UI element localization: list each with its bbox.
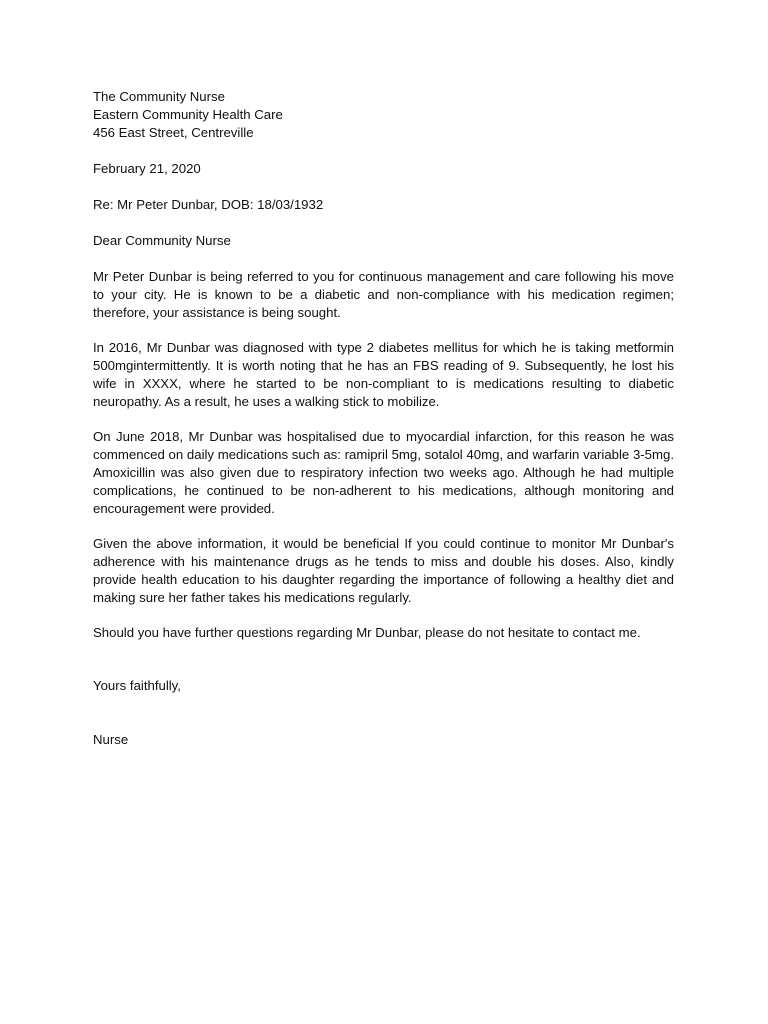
recipient-name: The Community Nurse — [93, 89, 225, 104]
letter-page — [93, 88, 674, 767]
spacer — [93, 713, 674, 731]
letter-salutation: Dear Community Nurse — [93, 233, 231, 248]
letter-date: February 21, 2020 — [93, 161, 201, 176]
body-paragraph-1: Mr Peter Dunbar is being referred to you for continuous management and care following his move to your city. He is known to be a diabetic and non-compliance with his medication regimen; therefore, your assistance is being sought. — [93, 269, 674, 320]
recipient-organization: Eastern Community Health Care — [93, 107, 283, 122]
spacer — [93, 659, 674, 677]
body-paragraph-4: Given the above information, it would be beneficial If you could continue to monitor Mr Dunbar's adherence with his maintenance drugs as he tends to miss and double his doses. Also, kindly provide health education to his daughter regarding the importance of following a healthy diet and making sure her father takes his medications regularly. — [93, 536, 674, 605]
recipient-address: 456 East Street, Centreville — [93, 125, 254, 140]
letter-subject: Re: Mr Peter Dunbar, DOB: 18/03/1932 — [93, 197, 324, 212]
body-paragraph-3: On June 2018, Mr Dunbar was hospitalised due to myocardial infarction, for this reason he was commenced on daily medications such as: ramipril 5mg, sotalol 40mg, and warfarin variable 3-5mg. Amoxicillin was also given due to respiratory infection two weeks ago. Although he had multiple complications, he continued to be non-adherent to his medications, although monitoring and encouragement were provided. — [93, 429, 674, 516]
letter-closing: Yours faithfully, — [93, 678, 181, 693]
recipient-address-block — [93, 88, 674, 142]
letter-signature: Nurse — [93, 732, 129, 747]
body-paragraph-2: In 2016, Mr Dunbar was diagnosed with type 2 diabetes mellitus for which he is taking metformin 500mgintermittently. It is worth noting that he has an FBS reading of 9. Subsequently, he lost his wife in XXXX, where he started to be non-compliant to is medications resulting to diabetic neuropathy. As a result, he uses a walking stick to mobilize. — [93, 340, 674, 409]
body-paragraph-5: Should you have further questions regarding Mr Dunbar, please do not hesitate to contact me. — [93, 625, 641, 640]
